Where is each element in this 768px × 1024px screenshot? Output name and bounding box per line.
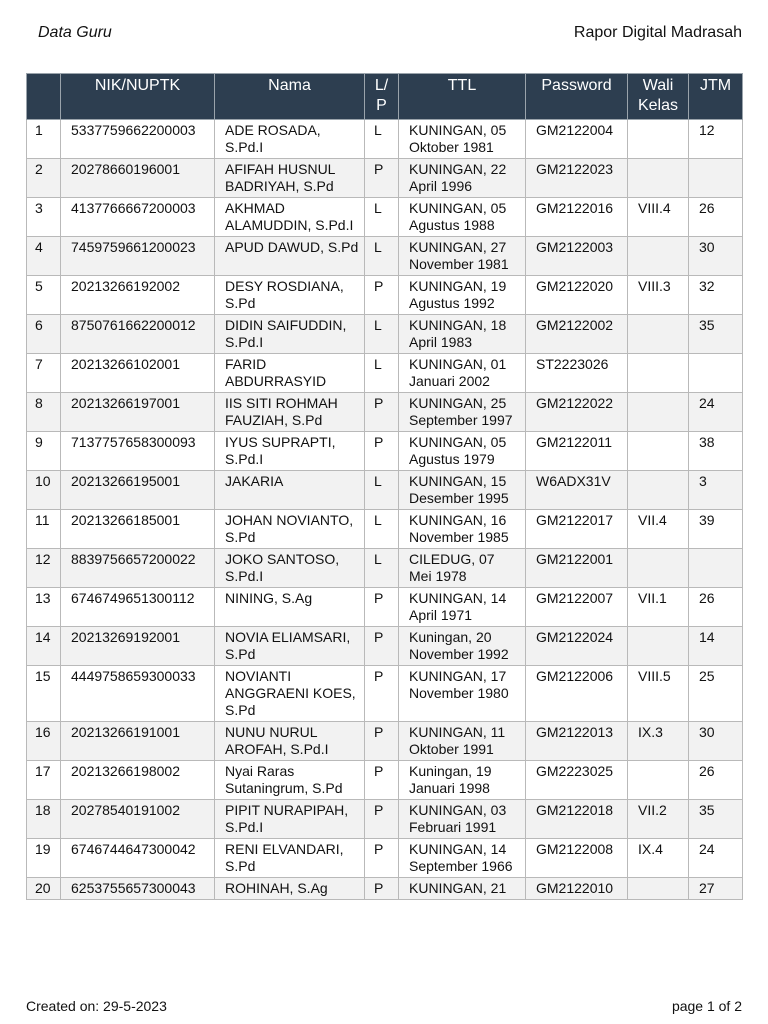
table-row — [27, 549, 743, 588]
gender-cell: P — [365, 276, 399, 315]
column-header-no — [27, 74, 61, 120]
nik-cell: 20213266195001 — [61, 471, 215, 510]
password-cell: GM2122008 — [526, 839, 628, 878]
row-number: 1 — [27, 120, 61, 159]
row-number: 19 — [27, 839, 61, 878]
ttl-cell: KUNINGAN, 05 Agustus 1979 — [399, 432, 526, 471]
ttl-cell: Kuningan, 19 Januari 1998 — [399, 761, 526, 800]
wali-kelas-cell — [628, 354, 689, 393]
ttl-cell: KUNINGAN, 19 Agustus 1992 — [399, 276, 526, 315]
row-number: 6 — [27, 315, 61, 354]
row-number: 4 — [27, 237, 61, 276]
nik-cell: 20213266102001 — [61, 354, 215, 393]
gender-cell: P — [365, 627, 399, 666]
wali-kelas-cell — [628, 761, 689, 800]
nik-cell: 20213266198002 — [61, 761, 215, 800]
jtm-cell: 26 — [689, 761, 743, 800]
ttl-cell: KUNINGAN, 14 September 1966 — [399, 839, 526, 878]
row-number: 8 — [27, 393, 61, 432]
table-header-row — [27, 74, 743, 120]
password-cell: GM2122018 — [526, 800, 628, 839]
row-number: 16 — [27, 722, 61, 761]
wali-kelas-cell: VIII.3 — [628, 276, 689, 315]
password-cell: GM2122023 — [526, 159, 628, 198]
name-cell: NOVIA ELIAMSARI, S.Pd — [215, 627, 365, 666]
nik-cell: 6746749651300112 — [61, 588, 215, 627]
name-cell: NUNU NURUL AROFAH, S.Pd.I — [215, 722, 365, 761]
jtm-cell: 14 — [689, 627, 743, 666]
ttl-cell: KUNINGAN, 16 November 1985 — [399, 510, 526, 549]
wali-kelas-cell — [628, 120, 689, 159]
wali-kelas-cell — [628, 878, 689, 900]
table-row — [27, 237, 743, 276]
wali-kelas-cell — [628, 393, 689, 432]
table-row — [27, 510, 743, 549]
name-cell: PIPIT NURAPIPAH, S.Pd.I — [215, 800, 365, 839]
page-number: page 1 of 2 — [671, 998, 742, 1014]
app-title: Rapor Digital Madrasah — [573, 24, 742, 41]
gender-cell: P — [365, 666, 399, 722]
gender-cell: L — [365, 549, 399, 588]
row-number: 2 — [27, 159, 61, 198]
jtm-cell: 24 — [689, 393, 743, 432]
row-number: 18 — [27, 800, 61, 839]
name-cell: IYUS SUPRAPTI, S.Pd.I — [215, 432, 365, 471]
wali-kelas-cell — [628, 315, 689, 354]
nik-cell: 8839756657200022 — [61, 549, 215, 588]
gender-cell: P — [365, 432, 399, 471]
column-header-ttl: TTL — [399, 74, 526, 120]
nik-cell: 20213266191001 — [61, 722, 215, 761]
gender-cell: P — [365, 588, 399, 627]
password-cell: GM2223025 — [526, 761, 628, 800]
ttl-cell: KUNINGAN, 17 November 1980 — [399, 666, 526, 722]
nik-cell: 8750761662200012 — [61, 315, 215, 354]
row-number: 11 — [27, 510, 61, 549]
wali-kelas-cell — [628, 549, 689, 588]
table-row — [27, 588, 743, 627]
password-cell: GM2122002 — [526, 315, 628, 354]
password-cell: GM2122004 — [526, 120, 628, 159]
row-number: 9 — [27, 432, 61, 471]
document-header — [38, 24, 742, 46]
ttl-cell: KUNINGAN, 22 April 1996 — [399, 159, 526, 198]
password-cell: GM2122006 — [526, 666, 628, 722]
nik-cell: 7459759661200023 — [61, 237, 215, 276]
jtm-cell: 27 — [689, 878, 743, 900]
ttl-cell: Kuningan, 20 November 1992 — [399, 627, 526, 666]
document-title: Data Guru — [38, 24, 112, 41]
wali-kelas-cell: IX.3 — [628, 722, 689, 761]
name-cell: JAKARIA — [215, 471, 365, 510]
gender-cell: P — [365, 839, 399, 878]
password-cell: W6ADX31V — [526, 471, 628, 510]
wali-kelas-cell — [628, 627, 689, 666]
password-cell: GM2122020 — [526, 276, 628, 315]
ttl-cell: KUNINGAN, 05 Agustus 1988 — [399, 198, 526, 237]
table-row — [27, 627, 743, 666]
gender-cell: P — [365, 722, 399, 761]
table-row — [27, 159, 743, 198]
table-row — [27, 722, 743, 761]
nik-cell: 20213269192001 — [61, 627, 215, 666]
nik-cell: 6746744647300042 — [61, 839, 215, 878]
document-footer — [26, 998, 742, 1018]
row-number: 5 — [27, 276, 61, 315]
ttl-cell: CILEDUG, 07 Mei 1978 — [399, 549, 526, 588]
gender-cell: L — [365, 120, 399, 159]
wali-kelas-cell: VII.1 — [628, 588, 689, 627]
table-row — [27, 471, 743, 510]
jtm-cell: 3 — [689, 471, 743, 510]
table-row — [27, 761, 743, 800]
table-row — [27, 839, 743, 878]
name-cell: IIS SITI ROHMAH FAUZIAH, S.Pd — [215, 393, 365, 432]
wali-kelas-cell — [628, 237, 689, 276]
ttl-cell: KUNINGAN, 11 Oktober 1991 — [399, 722, 526, 761]
password-cell: GM2122022 — [526, 393, 628, 432]
gender-cell: L — [365, 198, 399, 237]
created-date: Created on: 29-5-2023 — [26, 998, 167, 1014]
column-header-gender: L/ P — [365, 74, 399, 120]
column-header-wali-kelas: Wali Kelas — [628, 74, 689, 120]
jtm-cell: 32 — [689, 276, 743, 315]
ttl-cell: KUNINGAN, 18 April 1983 — [399, 315, 526, 354]
gender-cell: L — [365, 510, 399, 549]
name-cell: RENI ELVANDARI, S.Pd — [215, 839, 365, 878]
gender-cell: P — [365, 761, 399, 800]
name-cell: DESY ROSDIANA, S.Pd — [215, 276, 365, 315]
row-number: 13 — [27, 588, 61, 627]
gender-cell: P — [365, 800, 399, 839]
ttl-cell: KUNINGAN, 21 — [399, 878, 526, 900]
table-row — [27, 315, 743, 354]
ttl-cell: KUNINGAN, 01 Januari 2002 — [399, 354, 526, 393]
wali-kelas-cell — [628, 471, 689, 510]
ttl-cell: KUNINGAN, 14 April 1971 — [399, 588, 526, 627]
ttl-cell: KUNINGAN, 27 November 1981 — [399, 237, 526, 276]
row-number: 20 — [27, 878, 61, 900]
table-row — [27, 354, 743, 393]
jtm-cell: 30 — [689, 722, 743, 761]
wali-kelas-cell — [628, 159, 689, 198]
password-cell: GM2122011 — [526, 432, 628, 471]
row-number: 14 — [27, 627, 61, 666]
nik-cell: 20213266197001 — [61, 393, 215, 432]
password-cell: GM2122024 — [526, 627, 628, 666]
name-cell: FARID ABDURRASYID — [215, 354, 365, 393]
ttl-cell: KUNINGAN, 15 Desember 1995 — [399, 471, 526, 510]
password-cell: ST2223026 — [526, 354, 628, 393]
nik-cell: 7137757658300093 — [61, 432, 215, 471]
jtm-cell: 35 — [689, 800, 743, 839]
jtm-cell: 26 — [689, 198, 743, 237]
name-cell: AFIFAH HUSNUL BADRIYAH, S.Pd — [215, 159, 365, 198]
name-cell: NOVIANTI ANGGRAENI KOES, S.Pd — [215, 666, 365, 722]
column-header-password: Password — [526, 74, 628, 120]
password-cell: GM2122003 — [526, 237, 628, 276]
nik-cell: 20278660196001 — [61, 159, 215, 198]
table-body — [27, 120, 743, 900]
table-row — [27, 432, 743, 471]
row-number: 12 — [27, 549, 61, 588]
column-header-nama: Nama — [215, 74, 365, 120]
jtm-cell: 30 — [689, 237, 743, 276]
ttl-cell: KUNINGAN, 05 Oktober 1981 — [399, 120, 526, 159]
jtm-cell — [689, 159, 743, 198]
jtm-cell: 24 — [689, 839, 743, 878]
wali-kelas-cell: VIII.5 — [628, 666, 689, 722]
password-cell: GM2122001 — [526, 549, 628, 588]
table-row — [27, 120, 743, 159]
row-number: 10 — [27, 471, 61, 510]
nik-cell: 20213266192002 — [61, 276, 215, 315]
table-row — [27, 393, 743, 432]
teacher-table — [26, 73, 743, 900]
name-cell: JOKO SANTOSO, S.Pd.I — [215, 549, 365, 588]
jtm-cell: 35 — [689, 315, 743, 354]
ttl-cell: KUNINGAN, 25 September 1997 — [399, 393, 526, 432]
gender-cell: L — [365, 237, 399, 276]
row-number: 3 — [27, 198, 61, 237]
gender-cell: L — [365, 315, 399, 354]
row-number: 7 — [27, 354, 61, 393]
password-cell: GM2122013 — [526, 722, 628, 761]
jtm-cell: 26 — [689, 588, 743, 627]
password-cell: GM2122017 — [526, 510, 628, 549]
row-number: 15 — [27, 666, 61, 722]
nik-cell: 5337759662200003 — [61, 120, 215, 159]
jtm-cell — [689, 549, 743, 588]
name-cell: APUD DAWUD, S.Pd — [215, 237, 365, 276]
name-cell: JOHAN NOVIANTO, S.Pd — [215, 510, 365, 549]
row-number: 17 — [27, 761, 61, 800]
table-row — [27, 800, 743, 839]
nik-cell: 20278540191002 — [61, 800, 215, 839]
table-row — [27, 198, 743, 237]
name-cell: DIDIN SAIFUDDIN, S.Pd.I — [215, 315, 365, 354]
jtm-cell — [689, 354, 743, 393]
nik-cell: 6253755657300043 — [61, 878, 215, 900]
nik-cell: 4137766667200003 — [61, 198, 215, 237]
wali-kelas-cell: VII.4 — [628, 510, 689, 549]
gender-cell: L — [365, 471, 399, 510]
password-cell: GM2122016 — [526, 198, 628, 237]
name-cell: ROHINAH, S.Ag — [215, 878, 365, 900]
password-cell: GM2122010 — [526, 878, 628, 900]
name-cell: NINING, S.Ag — [215, 588, 365, 627]
name-cell: Nyai Raras Sutaningrum, S.Pd — [215, 761, 365, 800]
table-row — [27, 666, 743, 722]
wali-kelas-cell — [628, 432, 689, 471]
name-cell: ADE ROSADA, S.Pd.I — [215, 120, 365, 159]
name-cell: AKHMAD ALAMUDDIN, S.Pd.I — [215, 198, 365, 237]
gender-cell: P — [365, 878, 399, 900]
gender-cell: L — [365, 354, 399, 393]
nik-cell: 20213266185001 — [61, 510, 215, 549]
table-row — [27, 878, 743, 900]
jtm-cell: 25 — [689, 666, 743, 722]
jtm-cell: 12 — [689, 120, 743, 159]
ttl-cell: KUNINGAN, 03 Februari 1991 — [399, 800, 526, 839]
table-row — [27, 276, 743, 315]
column-header-nik: NIK/NUPTK — [61, 74, 215, 120]
wali-kelas-cell: VIII.4 — [628, 198, 689, 237]
gender-cell: P — [365, 393, 399, 432]
gender-cell: P — [365, 159, 399, 198]
password-cell: GM2122007 — [526, 588, 628, 627]
jtm-cell: 38 — [689, 432, 743, 471]
wali-kelas-cell: VII.2 — [628, 800, 689, 839]
jtm-cell: 39 — [689, 510, 743, 549]
wali-kelas-cell: IX.4 — [628, 839, 689, 878]
column-header-jtm: JTM — [689, 74, 743, 120]
nik-cell: 4449758659300033 — [61, 666, 215, 722]
